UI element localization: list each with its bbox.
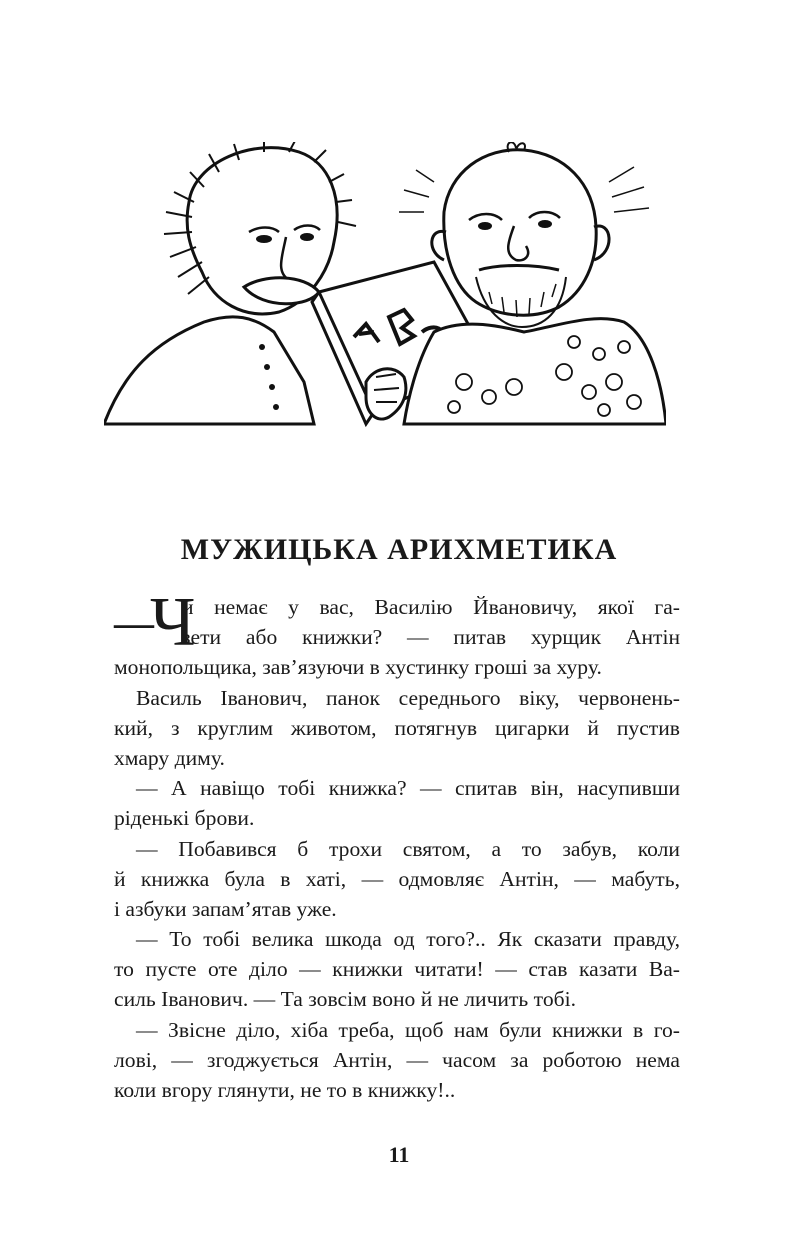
text-line: то пусте оте діло — книжки читати! — став казати Ва-	[114, 957, 680, 982]
drop-cap-letter: Ч	[150, 584, 196, 661]
paragraph-3	[114, 773, 680, 833]
paragraph-5	[114, 924, 680, 1015]
text-line: коли вгору глянути, не то в книжку!..	[114, 1078, 456, 1102]
drop-cap	[114, 584, 196, 661]
paragraph-2	[114, 683, 680, 774]
text-line: і азбуки запам’ятав уже.	[114, 896, 337, 921]
text-line: — А навіщо тобі книжка? — спитав він, насупивши	[136, 776, 680, 801]
paragraph-4	[114, 834, 680, 925]
text-line: силь Іванович. — Та зовсім воно й не личить тобі.	[114, 987, 577, 1012]
text-line: монопольщика, зав’язуючи в хустинку гроші за хуру.	[114, 655, 602, 680]
page-number: 11	[388, 1142, 410, 1167]
text-line: хмару диму.	[114, 745, 225, 770]
illustration-drawing	[104, 142, 666, 462]
text-line: — Побавився б трохи святом, а то забув, коли	[136, 836, 680, 861]
text-line: лові, — згоджується Антін, — часом за роботою нема	[114, 1047, 680, 1072]
text-line: й книжка була в хаті, — одмовляє Антін, — мабуть,	[114, 866, 680, 891]
text-line: — Звісне діло, хіба треба, щоб нам були книжки в го-	[136, 1017, 680, 1042]
paragraph-6	[114, 1015, 680, 1106]
story-title: МУЖИЦЬКА АРИХМЕТИКА	[180, 533, 618, 566]
text-line: зети або книжки? — питав хурщик Антін	[182, 625, 680, 650]
text-line: — То тобі велика шкода од того?.. Як сказати правду,	[136, 927, 680, 952]
text-line: ріденькі брови.	[114, 806, 255, 831]
text-line: Василь Іванович, панок середнього віку, червонень-	[136, 685, 680, 710]
two-peasants-illustration	[104, 142, 666, 462]
paragraph-1	[114, 584, 680, 683]
text-line: кий, з круглим животом, потягнув цигарки й пустив	[114, 715, 680, 740]
story-body	[114, 584, 680, 1105]
drop-cap-dash: —	[114, 600, 154, 645]
text-line: и немає у вас, Василію Йвановичу, якої га-	[182, 595, 680, 619]
